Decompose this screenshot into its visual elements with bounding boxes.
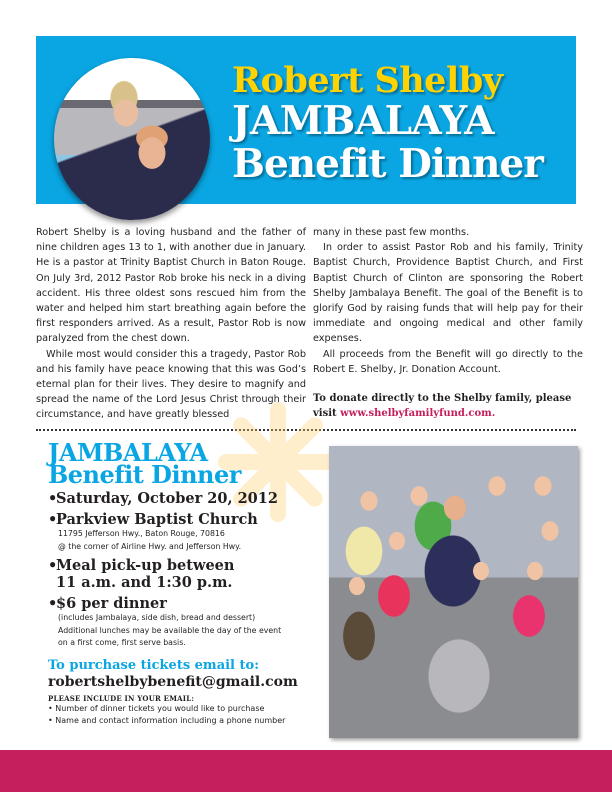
include-heading: PLEASE INCLUDE IN YOUR EMAIL: [48, 693, 195, 703]
purchase-email-link[interactable]: robertshelbybenefit@gmail.com [48, 673, 298, 690]
event-address: 11795 Jefferson Hwy., Baton Rouge, 70816 [58, 529, 225, 538]
story-column-left [36, 225, 306, 423]
event-venue: •Parkview Baptist Church [48, 511, 258, 528]
story-paragraph: Robert Shelby is a loving husband and the father of nine children ages 13 to 1, with another due in January. He is a pastor at Trinity Baptist Church in Baton Rouge. On July 3rd, 2012 Pastor Rob broke his neck in a diving accident. His three oldest sons rescued him from the water and helped him start breathing again before the first responders arrived. As a result, Pastor Rob is now paralyzed from the chest down. [36, 227, 306, 345]
event-details [48, 438, 318, 727]
couple-portrait-photo [54, 58, 210, 220]
purchase-heading: To purchase tickets email to: [48, 657, 259, 673]
price-note: on a first come, first serve basis. [58, 638, 186, 647]
footer-bar [0, 750, 612, 792]
event-address-note: @ the corner of Airline Hwy. and Jefferson Hwy. [58, 541, 242, 551]
donate-callout [313, 391, 583, 421]
include-item: • Number of dinner tickets you would like to purchase [48, 703, 265, 713]
event-date: •Saturday, October 20, 2012 [48, 490, 278, 507]
include-item: • Name and contact information including a phone number [48, 715, 286, 725]
event-title-benefit-dinner: Benefit Dinner [48, 460, 241, 489]
title-name: Robert Shelby [232, 60, 503, 101]
event-title-jambalaya: JAMBALAYA [48, 438, 208, 467]
price-note: Additional lunches may be available the day of the event [58, 625, 282, 635]
title-benefit-dinner: Benefit Dinner [232, 141, 543, 187]
donate-text: To donate directly to the Shelby family, please visit [313, 393, 572, 420]
story-paragraph: In order to assist Pastor Rob and his family, Trinity Baptist Church, Providence Baptist Church, and First Baptist Church of Clinton are sponsoring the Robert Shelby Jambalaya Benefit. The goal of the Benefit is to glorify God by raising funds that will help pay for their immediate and ongoing medical and other family expenses. [313, 242, 583, 345]
story-paragraph: While most would consider this a tragedy, Pastor Rob and his family have peace knowing that this was God’s eternal plan for their lives. They desire to magnify and spread the name of the Lord Jesus Christ through their circumstance, and have greatly blessed [36, 348, 306, 421]
family-group-photo [329, 446, 578, 738]
title-jambalaya: JAMBALAYA [232, 98, 494, 144]
donate-link[interactable]: www.shelbyfamilyfund.com. [340, 408, 496, 420]
story-paragraph: many in these past few months. [313, 227, 470, 238]
story-paragraph: All proceeds from the Benefit will go directly to the Robert E. Shelby, Jr. Donation Account. [313, 348, 583, 375]
price-note: (includes Jambalaya, side dish, bread and dessert) [58, 613, 256, 622]
story-column-right [313, 225, 583, 421]
event-price: •$6 per dinner [48, 595, 167, 612]
event-pickup-time: •Meal pick-up between 11 a.m. and 1:30 p.m. [48, 557, 235, 591]
